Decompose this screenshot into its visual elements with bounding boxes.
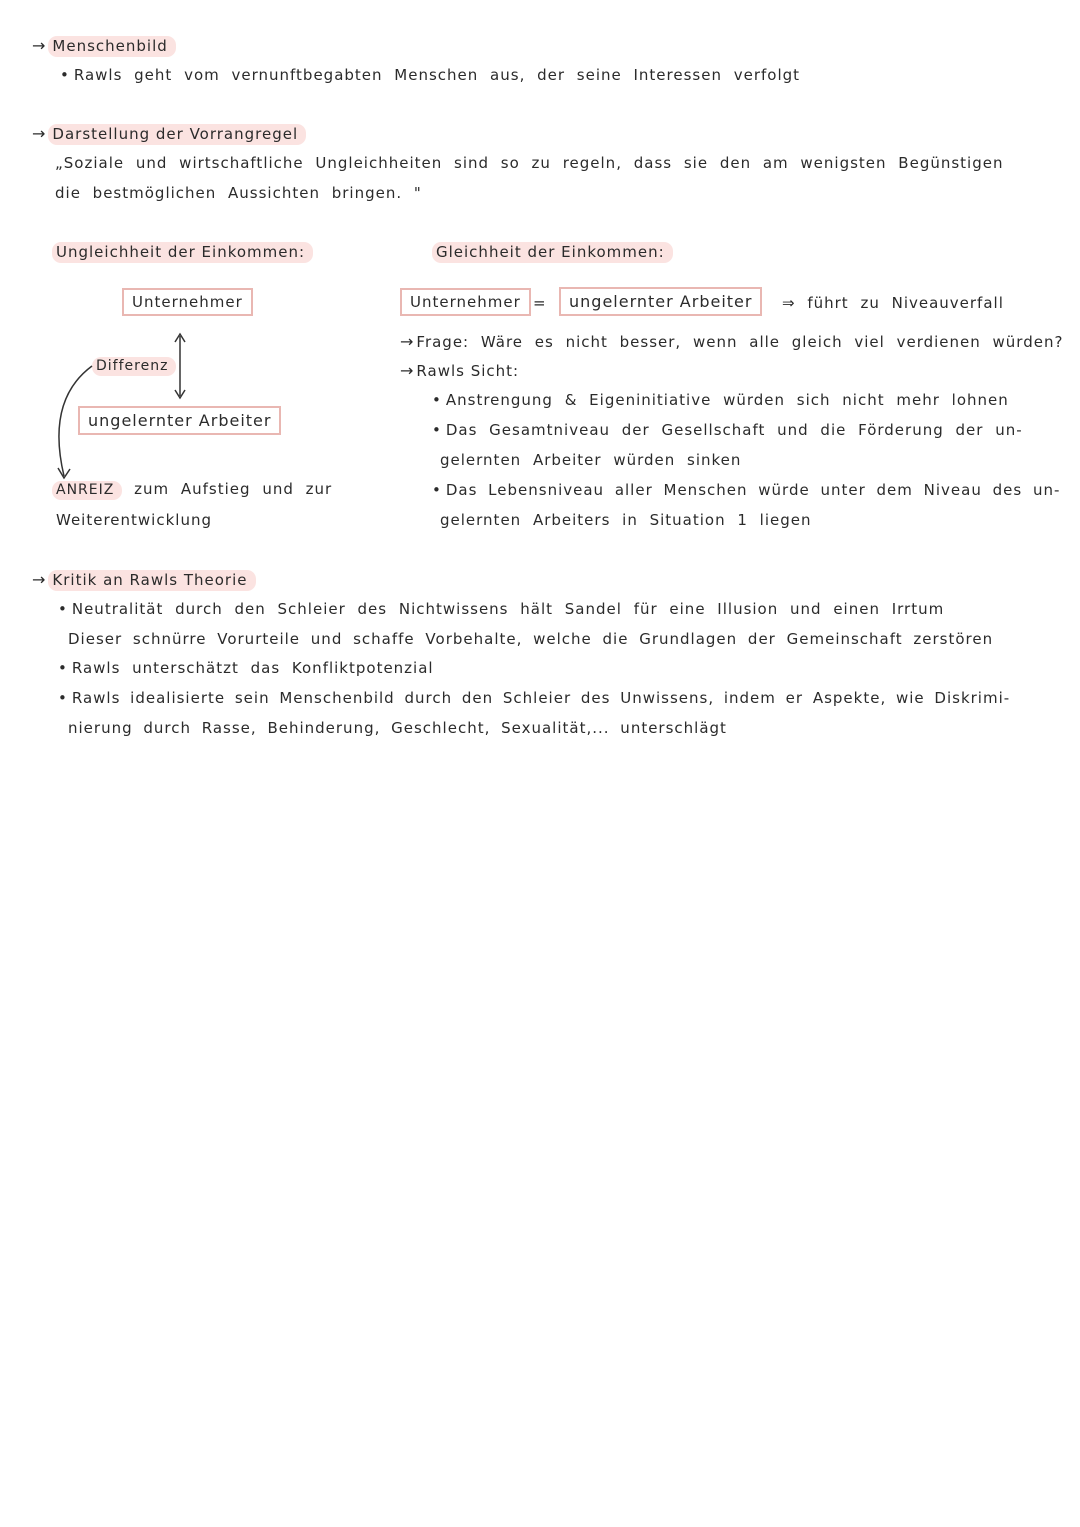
section-kritik-heading: → Kritik an Rawls Theorie bbox=[32, 570, 256, 589]
kritik-line-4: • Rawls idealisierte sein Menschenbild durch den Schleier des Unwissens, indem er Aspekte, wie Diskrimi- bbox=[58, 689, 1011, 707]
gleichheit-heading: Gleichheit der Einkommen: bbox=[432, 243, 673, 261]
kritik-line-5: nierung durch Rasse, Behinderung, Geschlecht, Sexualität,... unterschlägt bbox=[68, 719, 727, 737]
point-2: • Das Gesamtniveau der Gesellschaft und die Förderung der un- bbox=[432, 421, 1023, 439]
arrow-right-icon: → bbox=[400, 332, 415, 351]
anreiz-line: ANREIZ zum Aufstieg und zur bbox=[52, 480, 332, 498]
ungleichheit-heading: Ungleichheit der Einkommen: bbox=[52, 243, 313, 261]
niveauverfall-text: ⇒ führt zu Niveauverfall bbox=[782, 294, 1004, 312]
bullet-icon: • bbox=[432, 481, 442, 499]
ungelernter-arbeiter-box-right: ungelernter Arbeiter bbox=[559, 287, 762, 316]
bullet-icon: • bbox=[432, 391, 442, 409]
anreiz-line-2: Weiterentwicklung bbox=[56, 511, 212, 529]
bullet-icon: • bbox=[58, 600, 68, 618]
point-3-cont: gelernten Arbeiters in Situation 1 liegen bbox=[440, 511, 812, 529]
point-2-cont: gelernten Arbeiter würden sinken bbox=[440, 451, 742, 469]
quote-line-1: „Soziale und wirtschaftliche Ungleichheiten sind so zu regeln, dass sie den am wenigsten Begünstigen bbox=[55, 154, 1004, 172]
section-vorrangregel-heading: → Darstellung der Vorrangregel bbox=[32, 124, 306, 143]
arrow-right-icon: → bbox=[32, 36, 47, 55]
arrow-right-icon: → bbox=[32, 124, 47, 143]
frage-line: → Frage: Wäre es nicht besser, wenn alle gleich viel verdienen würden? bbox=[400, 332, 1064, 351]
menschenbild-bullet: • Rawls geht vom vernunftbegabten Menschen aus, der seine Interessen verfolgt bbox=[60, 66, 801, 84]
arrow-right-icon: → bbox=[400, 361, 415, 380]
bullet-icon: • bbox=[58, 689, 68, 707]
kritik-line-1: • Neutralität durch den Schleier des Nichtwissens hält Sandel für eine Illusion und einen Irrtum bbox=[58, 600, 945, 618]
differenz-label: Differenz bbox=[92, 356, 176, 374]
arrow-right-icon: → bbox=[32, 570, 47, 589]
quote-line-2: die bestmöglichen Aussichten bringen. " bbox=[55, 184, 422, 202]
point-1: • Anstrengung & Eigeninitiative würden sich nicht mehr lohnen bbox=[432, 391, 1009, 409]
curved-arrow bbox=[59, 366, 92, 476]
point-3: • Das Lebensniveau aller Menschen würde unter dem Niveau des un- bbox=[432, 481, 1061, 499]
bullet-icon: • bbox=[432, 421, 442, 439]
kritik-line-2: Dieser schnürre Vorurteile und schaffe Vorbehalte, welche die Grundlagen der Gemeinschaft zerstören bbox=[68, 630, 994, 648]
bullet-icon: • bbox=[60, 66, 70, 84]
section-menschenbild-heading: → Menschenbild bbox=[32, 36, 176, 55]
ungelernter-arbeiter-box: ungelernter Arbeiter bbox=[78, 406, 281, 435]
rawls-sicht-line: → Rawls Sicht: bbox=[400, 361, 520, 380]
unternehmer-box-right: Unternehmer bbox=[400, 288, 531, 316]
bullet-icon: • bbox=[58, 659, 68, 677]
kritik-line-3: • Rawls unterschätzt das Konfliktpotenzial bbox=[58, 659, 434, 677]
diagram-arrows bbox=[40, 320, 200, 490]
equals-sign: = bbox=[533, 294, 547, 312]
unternehmer-box: Unternehmer bbox=[122, 288, 253, 316]
